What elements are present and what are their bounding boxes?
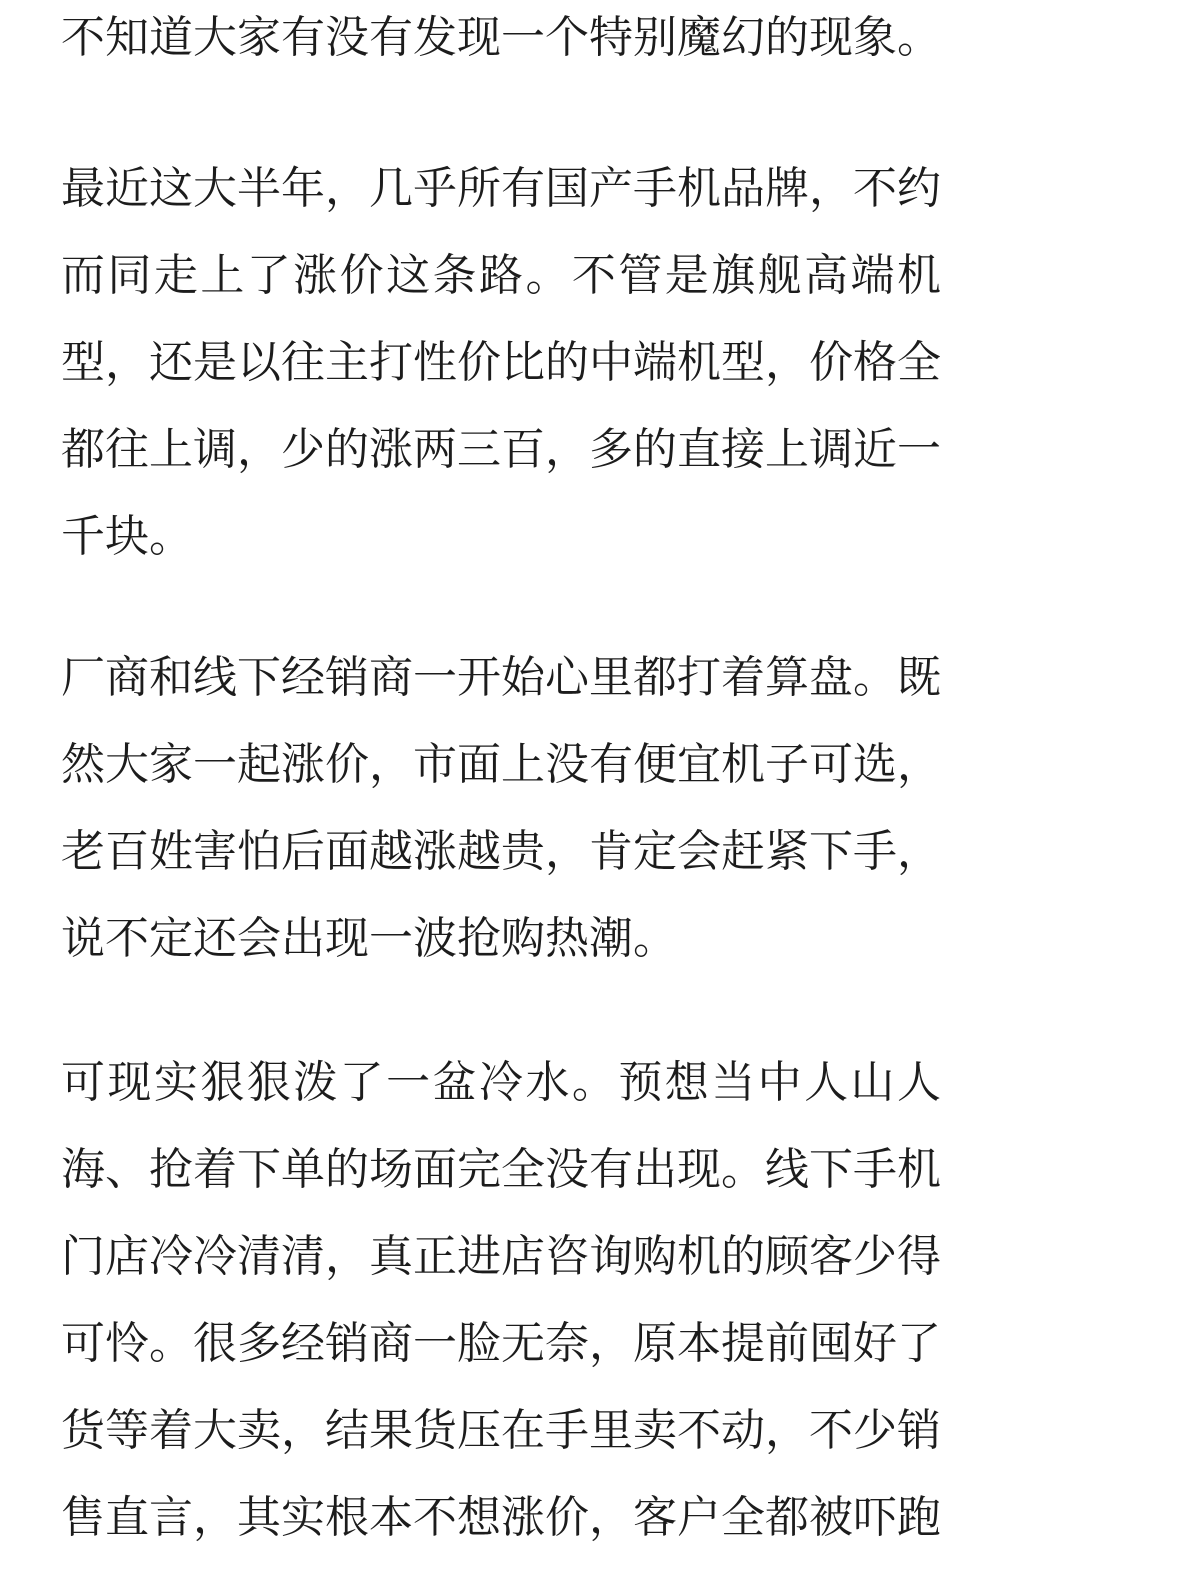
paragraph-line: 千块。 <box>61 511 193 562</box>
paragraph-line: 型，还是以往主打性价比的中端机型，价格全 <box>61 337 941 388</box>
paragraph-1 <box>61 0 941 81</box>
paragraph-line: 货等着大卖，结果货压在手里卖不动，不少销 <box>61 1405 941 1456</box>
paragraph-line: 可怜。很多经销商一脸无奈，原本提前囤好了 <box>61 1318 941 1369</box>
paragraph-line: 都往上调，少的涨两三百，多的直接上调近一 <box>61 424 941 475</box>
paragraph-3 <box>61 634 941 982</box>
paragraph-line: 然大家一起涨价，市面上没有便宜机子可选， <box>61 739 941 790</box>
paragraph-line: 不知道大家有没有发现一个特别魔幻的现象。 <box>61 12 941 63</box>
paragraph-line: 门店冷冷清清，真正进店咨询购机的顾客少得 <box>61 1231 941 1282</box>
paragraph-line: 最近这大半年，几乎所有国产手机品牌，不约 <box>61 163 941 214</box>
paragraph-line: 海、抢着下单的场面完全没有出现。线下手机 <box>61 1144 941 1195</box>
paragraph-line: 可现实狠狠泼了一盆冷水。预想当中人山人 <box>61 1057 941 1108</box>
paragraph-line: 说不定还会出现一波抢购热潮。 <box>61 913 677 964</box>
paragraph-4 <box>61 1039 941 1561</box>
paragraph-line: 售直言，其实根本不想涨价，客户全都被吓跑 <box>61 1492 941 1543</box>
paragraph-2 <box>61 145 941 580</box>
paragraph-line: 而同走上了涨价这条路。不管是旗舰高端机 <box>61 250 941 301</box>
paragraph-line: 厂商和线下经销商一开始心里都打着算盘。既 <box>61 652 941 703</box>
paragraph-line: 老百姓害怕后面越涨越贵，肯定会赶紧下手， <box>61 826 941 877</box>
